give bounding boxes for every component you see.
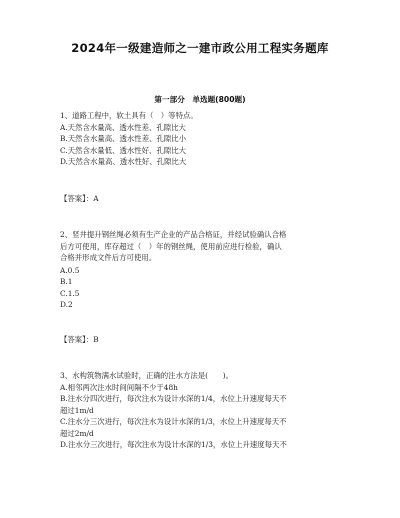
option-c: C.天然含水量低、透水性好、孔隙比大 xyxy=(60,145,186,155)
option-c: C.注水分三次进行，每次注水为设计水深的1/3，水位上升速度每天不 xyxy=(60,417,287,426)
question-2 xyxy=(60,229,360,311)
answer-1: 【答案】：A xyxy=(60,194,99,203)
question-1 xyxy=(60,110,360,168)
option-c-continued: 超过2m/d xyxy=(60,428,94,438)
question-stem: 1、道路工程中，软土具有（ ）等特点。 xyxy=(60,111,198,120)
section-heading: 第一部分 单选题(800题) xyxy=(154,95,246,104)
option-c: C.1.5 xyxy=(60,288,80,298)
option-b: B.1 xyxy=(60,277,73,286)
option-a: A.0.5 xyxy=(60,265,80,275)
option-a: A.天然含水量高、透水性差、孔隙比大 xyxy=(60,122,186,132)
option-b: B.天然含水量高、透水性差、孔隙比小 xyxy=(60,134,187,143)
question-3 xyxy=(60,370,360,451)
question-stem-line: 2、竖井提升钢丝绳必须有生产企业的产品合格证，并经试验确认合格 xyxy=(60,230,287,239)
document-title: 2024年一级建造师之一建市政公用工程实务题库 xyxy=(71,41,329,55)
option-b-continued: 超过1m/d xyxy=(60,405,94,415)
question-stem-line: 后方可使用，库存超过（ ）年的钢丝绳，使用前应进行检验，确认 xyxy=(60,241,282,251)
question-stem: 3、水构筑物满水试验时，正确的注水方法是( )。 xyxy=(60,371,234,380)
option-d: D.天然含水量高、透水性好、孔隙比大 xyxy=(60,157,187,166)
option-a: A.相邻两次注水时间间隔不少于48h xyxy=(60,382,178,392)
option-d: D.注水分三次进行，每次注水为设计水深的1/3，水位上升速度每天不 xyxy=(60,440,287,449)
question-stem-line: 合格并形成文件后方可使用。 xyxy=(60,253,157,262)
answer-2: 【答案】：B xyxy=(60,335,99,344)
option-b: B.注水分四次进行，每次注水为设计水深的1/4，水位上升速度每天不 xyxy=(60,394,287,403)
option-d: D.2 xyxy=(60,300,73,309)
